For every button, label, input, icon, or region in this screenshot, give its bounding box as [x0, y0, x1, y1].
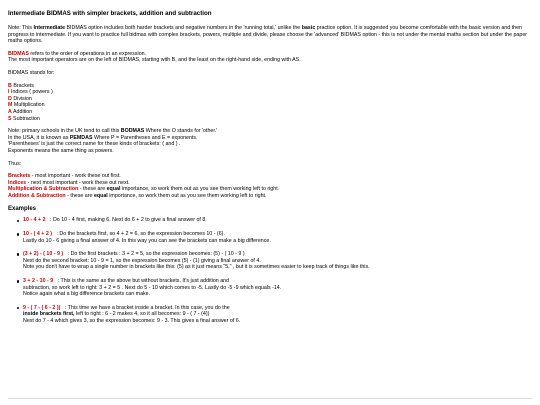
examples-heading: Examples [8, 206, 37, 213]
acronym-word-d: Division [13, 95, 32, 102]
example-line: Next do the second bracket: 10 - 9 = 1, so the expression becomes (5) - (1) giving a final answer of 4. [23, 257, 261, 264]
example-expression: 10 - 4 + 2 [23, 217, 46, 224]
priority-list [8, 173, 532, 199]
example-expression: 9 - ( 7 - ( 6 - 2 )) [23, 304, 61, 311]
naming-note-l2a: In the USA, it is known as [8, 134, 70, 141]
naming-note-l3: 'Parentheses' is just the correct name for these kinds of brackets: ( and ) . [8, 141, 181, 148]
bidmas-def-line1: refers to the order of operations in an expression. [28, 50, 147, 57]
acronym-list [8, 83, 532, 123]
note-text-2: BIDMAS option includes both harder brackets and negative numbers in the 'running total,' unlike the [65, 25, 302, 31]
naming-note-l1a: Note: primary schools in the UK tend to call this [8, 128, 121, 135]
priority-indices-label: Indices [8, 179, 27, 186]
list-item [17, 217, 532, 224]
priority-brackets-text: - most important - work these out first. [30, 173, 121, 180]
footer-divider [8, 398, 532, 399]
priority-md-text1: - these are [78, 186, 107, 193]
bodmas-word: BODMAS [120, 128, 145, 135]
priority-as-text1: - these are [65, 192, 94, 199]
example-line: Note you don't have to wrap a single number in brackets like this: (5) as it just means "5," , but it is sometimes easier to keep track of things like this. [23, 264, 370, 271]
acronym-word-m: Multiplication [13, 102, 45, 109]
example-line: : Do the first brackets : 3 + 2 = 5, so the expression becomes: (5) - ( 10 - 9 ) [66, 251, 245, 258]
example-line: Next do 7 - 4 which gives 3, so the expression becomes: 9 - 3. This gives a final answer of 6. [23, 318, 241, 324]
acronym-letter-b: B [8, 82, 12, 89]
bidmas-word: BIDMAS [8, 50, 29, 57]
example-line: : Do 10 - 4 first, making 6. Next do 6 + 2 to give a final answer of 8. [48, 217, 207, 224]
example-line: subtraction, so work left to right: 3 + 2 = 5 . Next do 5 - 10 which comes to -5. Lastly do -5 -9 which equals -14. [23, 284, 282, 291]
priority-md-label: Multiplication & Subtraction [8, 186, 79, 193]
priority-as-text2: importance, so work them out as you see them working left to right. [107, 192, 267, 199]
pemdas-word: PEMDAS [69, 134, 93, 141]
thus-label: Thus: [8, 160, 22, 167]
priority-as-label: Addition & Subtraction [8, 192, 66, 199]
naming-note-l1c: Where the O stands for 'other.' [144, 128, 218, 135]
example-expression: (3 + 2) - ( 10 - 9 ) [23, 251, 64, 258]
list-item [17, 231, 532, 244]
priority-indices-text: - next most important - work these out next. [26, 179, 130, 186]
example-line: : This is the same as the above but without brackets. It's just addition and [56, 278, 230, 285]
note-bold-basic: basic [301, 25, 316, 31]
priority-brackets-label: Brackets [8, 173, 31, 180]
bidmas-definition [8, 51, 532, 64]
list-item [17, 251, 532, 271]
acronym-word-a: Addition [13, 108, 33, 115]
acronym-word-s: Subtraction [13, 115, 40, 122]
example-line: : Do the brackets first, so 4 + 2 = 6, so the expression becomes 10 - (6). [55, 231, 225, 238]
note-bold-intermediate: Intermediate [33, 25, 66, 31]
list-item [17, 278, 532, 298]
stands-for: BIDMAS stands for: [8, 69, 55, 76]
priority-md-text2: importance, so work them out as you see them working left to right. [120, 186, 280, 193]
example-expression: 3 + 2 - 10 - 9 [23, 278, 54, 285]
bidmas-def-line2: The most important operators are on the left of BIDMAS, starting with B, and the least on the right-hand side, ending with AS. [8, 57, 301, 64]
example-bold-phrase: inside brackets first, [23, 311, 75, 318]
acronym-word-i: Indices ( powers ) [10, 89, 53, 96]
acronym-letter-i: I [8, 89, 10, 96]
priority-as-bold: equal [93, 192, 108, 199]
example-line: : This time we have a bracket inside a bracket. In this case, you do the [63, 304, 230, 311]
intro-note [8, 25, 532, 45]
example-line: Notice again what a big difference brackets can make. [23, 291, 151, 298]
page-title: Intermediate BIDMAS with simpler brackets, addition and subtraction [8, 10, 212, 17]
list-item [17, 305, 532, 325]
naming-note-l2c: Where P = Parentheses and E = exponents. [92, 134, 198, 141]
naming-note-l4: Exponents means the same thing as powers. [8, 147, 114, 154]
examples-list [8, 217, 532, 324]
acronym-letter-s: S [8, 115, 12, 122]
note-text-3: practice option. It is suggested you become comfortable with the basic version and then progress to intermediate. If you want to practice full bidmas with complex brackets, powers, multiple and divide, please choose the 'advanced' BIDMAS option - this is not under the mental maths section but under the paper maths options. [8, 25, 528, 45]
example-line: Lastly do 10 - 6 giving a final answer of 4. In this way you can see the brackets can make a big difference. [23, 237, 271, 244]
acronym-letter-d: D [8, 95, 12, 102]
acronym-letter-m: M [8, 102, 13, 109]
priority-md-bold: equal [106, 186, 121, 193]
naming-note [8, 128, 532, 154]
acronym-word-b: Brackets [13, 82, 34, 89]
example-expression: 10 - ( 4 + 2 ) [23, 231, 52, 238]
acronym-letter-a: A [8, 108, 12, 115]
example-line: left to right : 6 - 2 makes 4, so it all becomes: 9 - ( 7 - (4)) [74, 311, 210, 318]
note-text-1: Note: This [8, 25, 34, 31]
